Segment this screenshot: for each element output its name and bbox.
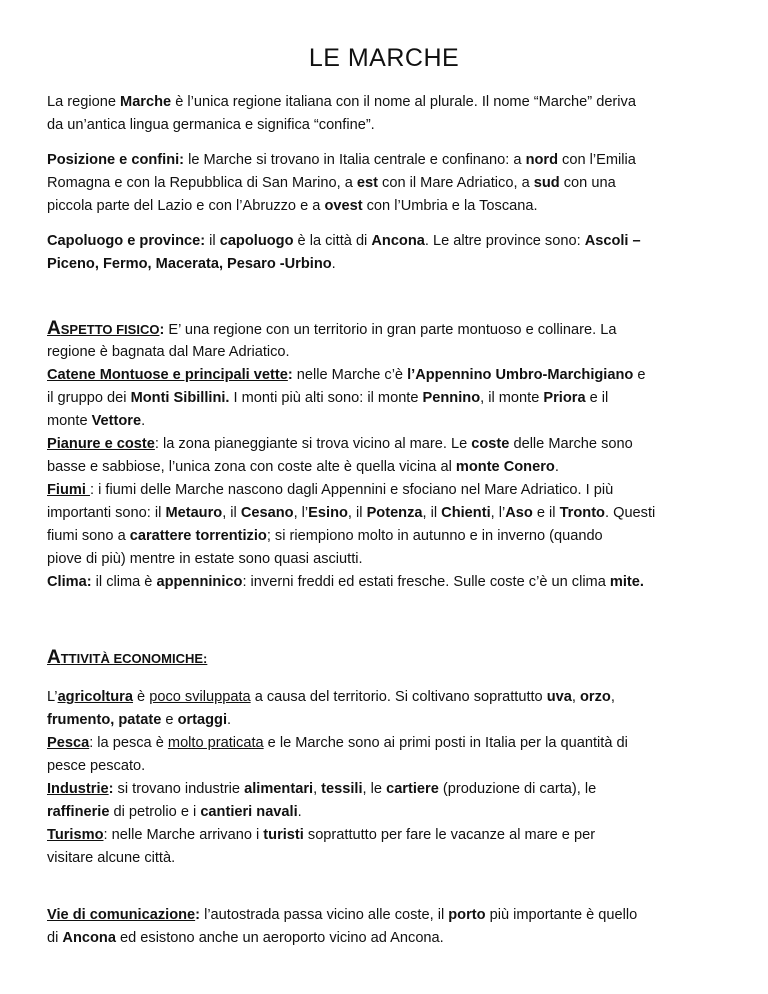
clima: Clima: il clima è appenninico: inverni freddi ed estati fresche. Sulle coste c’è un clima mite. xyxy=(47,574,644,590)
vie-di-comunicazione: Vie di comunicazione: l’autostrada passa vicino alle coste, il porto più importante è quello di Ancona ed esistono anche un aeroporto vicino ad Ancona. xyxy=(47,907,638,946)
attivita-economiche-section xyxy=(47,646,723,670)
aspetto-fisico-section: ASPETTO FISICO: E’ una regione con un territorio in gran parte montuoso e collinare. La regione è bagnata dal Mare Adriatico. Catene Montuose e principali vette: nelle Marche c’è l’Appennino Umbro-Marchigiano e il gruppo dei Monti Sibillini. I monti più alti sono: il monte Pennino, il monte Priora e il monte Vettore. Pianure e coste: la zona pianeggiante si trova vicino al mare. Le coste delle Marche sono basse e sabbiose, l’unica zona con coste alte è quella vicina al monte Conero. Fiumi : i fiumi delle Marche nascono dagli Appennini e sfociano nel Mare Adriatico. I più importanti sono: il Metauro, il Cesano, l’Esino, il Potenza, il Chienti, l’Aso e il Tronto. Questi fiumi sono a carattere torrentizio; si riempiono molto in autunno e in inverno (quando piove di più) mentre in estate sono quasi asciutti. Clima: il clima è appenninico: inverni freddi ed estati fresche. Sulle coste c’è un clima mite. xyxy=(47,317,723,594)
attivita-economiche-heading: ATTIVITÀ ECONOMICHE: xyxy=(47,647,208,668)
agricoltura: L’agricoltura è poco sviluppata a causa del territorio. Si coltivano soprattutto uva, orzo, xyxy=(47,689,615,705)
pesca: Pesca: la pesca è molto praticata e le Marche sono ai primi posti in Italia per la quantità di xyxy=(47,735,628,751)
turismo: Turismo: nelle Marche arrivano i turisti soprattutto per fare le vacanze al mare e per xyxy=(47,827,596,843)
page-title: LE MARCHE xyxy=(308,44,460,72)
aspetto-fisico-heading: ASPETTO FISICO xyxy=(47,318,160,339)
intro-paragraph: La regione Marche è l’unica regione italiana con il nome al plurale. Il nome “Marche” deriva da un’antica lingua germanica e significa “confine”. xyxy=(47,94,636,133)
fiumi: Fiumi : i fiumi delle Marche nascono dagli Appennini e sfociano nel Mare Adriatico. I più xyxy=(47,482,614,498)
industrie: Industrie: si trovano industrie alimentari, tessili, le cartiere (produzione di carta), le xyxy=(47,781,597,797)
capoluogo-paragraph: Capoluogo e province: il capoluogo è la città di Ancona. Le altre province sono: Ascoli – Piceno, Fermo, Macerata, Pesaro -Urbino. xyxy=(47,233,641,272)
attivita-paragraphs: L’agricoltura è poco sviluppata a causa del territorio. Si coltivano soprattutto uva, orzo, frumento, patate e ortaggi. Pesca: la pesca è molto praticata e le Marche sono ai primi posti in Italia per la quantità di pesce pescato. Industrie: si trovano industrie alimentari, tessili, le cartiere (produzione di carta), le raffinerie di petrolio e i cantieri navali. Turismo: nelle Marche arrivano i turisti soprattutto per fare le vacanze al mare e per visitare alcune città. xyxy=(47,686,723,870)
catene-montuose: Catene Montuose e principali vette: nelle Marche c’è l’Appennino Umbro-Marchigiano e xyxy=(47,367,646,383)
pianure-e-coste: Pianure e coste: la zona pianeggiante si trova vicino al mare. Le coste delle Marche sono xyxy=(47,436,633,452)
posizione-paragraph: Posizione e confini: le Marche si trovano in Italia centrale e confinano: a nord con l’Emilia Romagna e con la Repubblica di San Marino, a est con il Mare Adriatico, a sud con una piccola parte del Lazio e con l’Abruzzo e a ovest con l’Umbria e la Toscana. xyxy=(47,152,636,214)
